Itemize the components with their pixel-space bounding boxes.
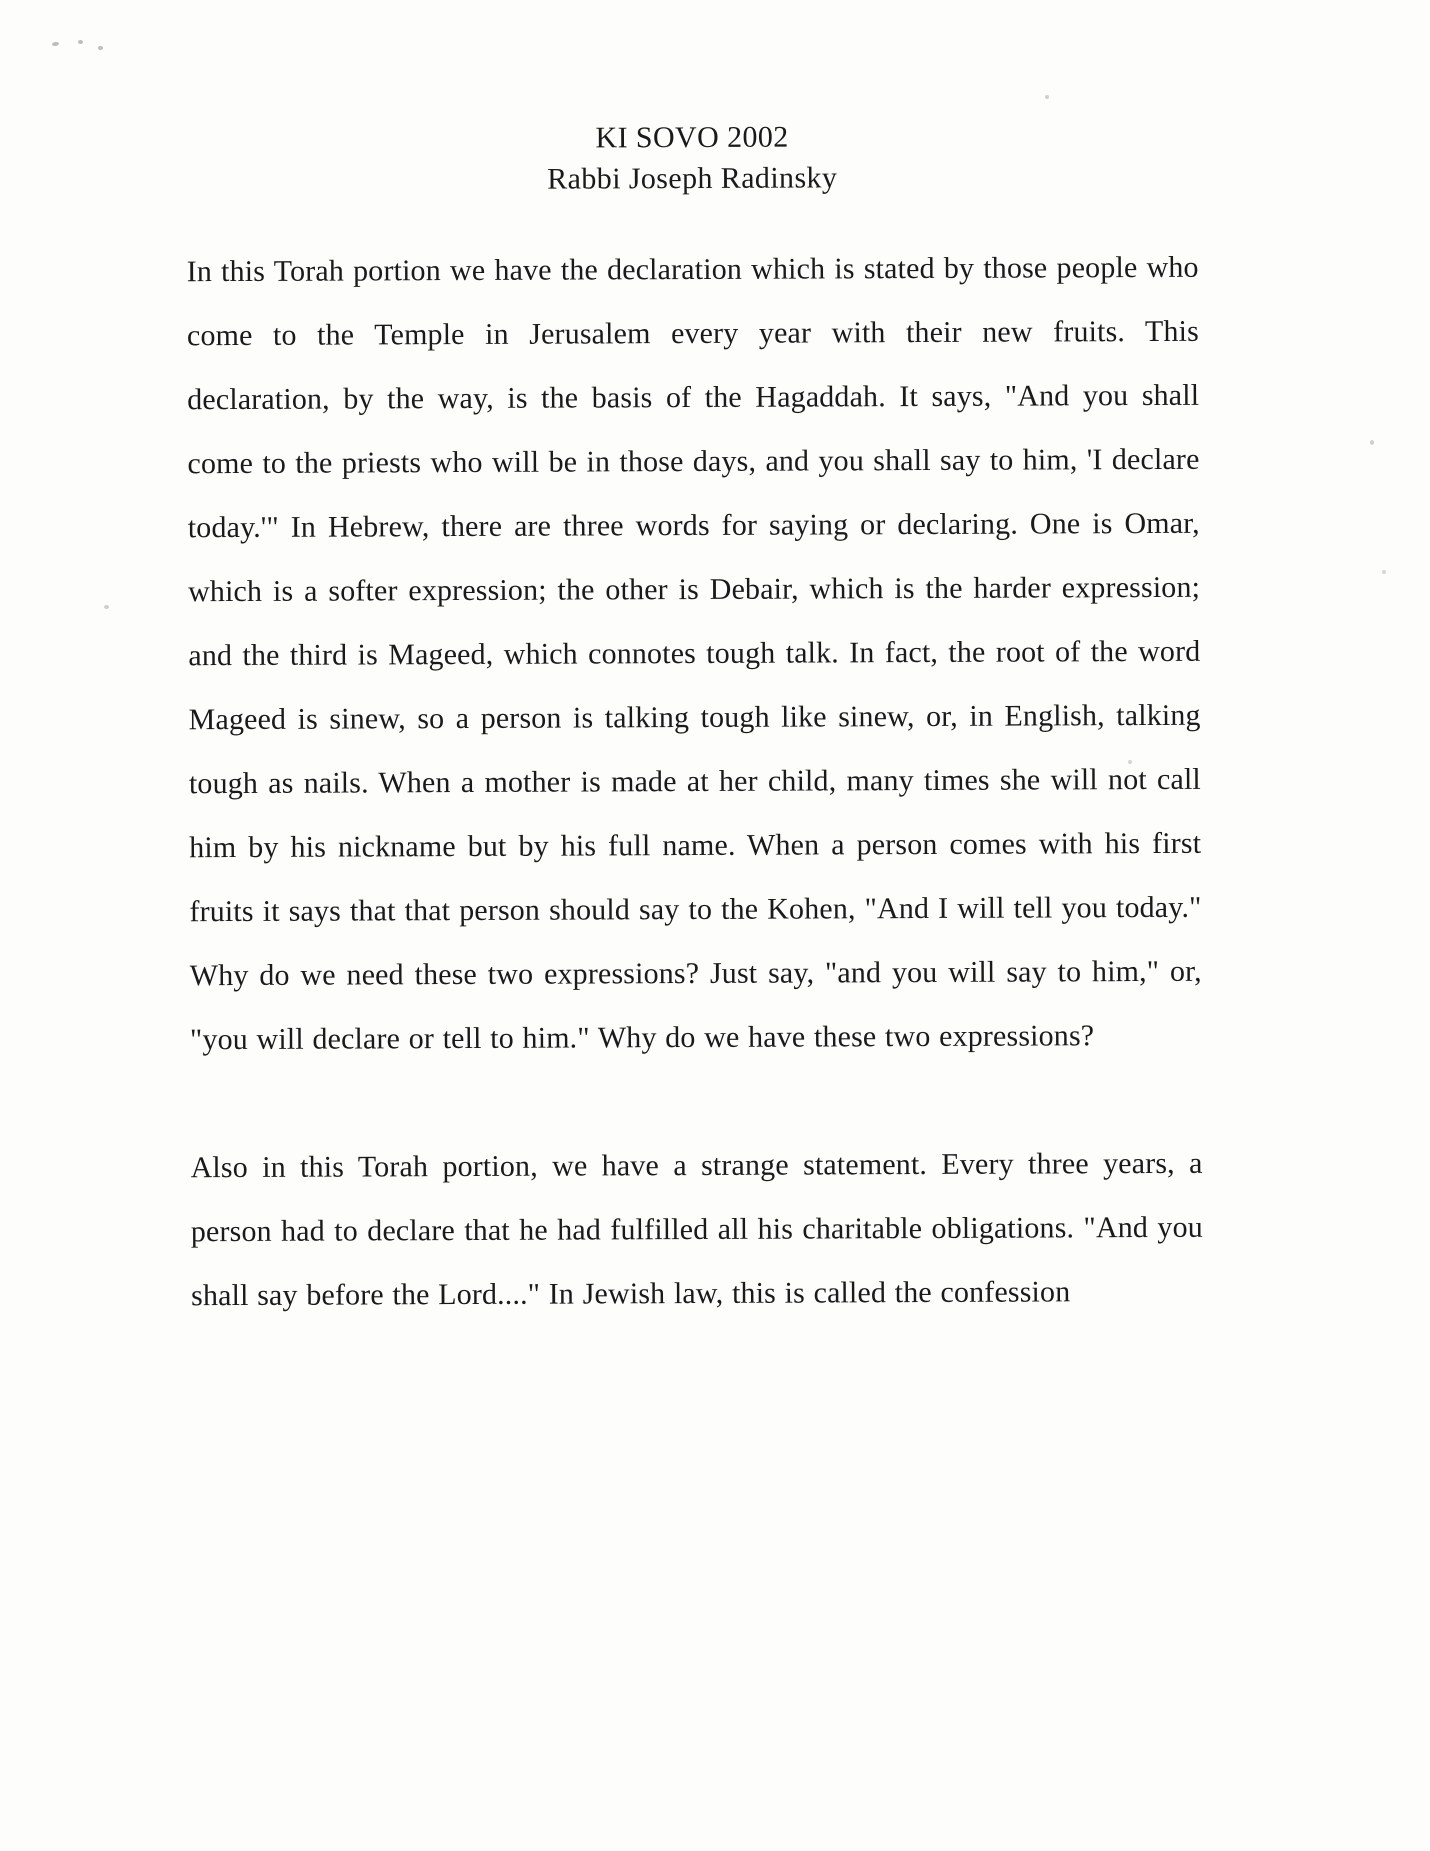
scan-speck-icon (1370, 440, 1374, 445)
paragraph: In this Torah portion we have the declaration which is stated by those people who come to the Temple in Jerusalem every year with their new fruits. This declaration, by the way, is the basis of the Hagaddah. It says, "And you shall come to the priests who will be in those days, and you shall say to him, 'I declare today.'" In Hebrew, there are three words for saying or declaring. One is Omar, which is a softer expression; the other is Debair, which is the harder expression; and the third is Mageed, which connotes tough talk. In fact, the root of the word Mageed is sinew, so a person is talking tough like sinew, or, in English, talking tough as nails. When a mother is made at her child, many times she will not call him by his nickname but by his full name. When a person comes with his first fruits it says that that person should say to the Kohen, "And I will tell you today." Why do we need these two expressions? Just say, "and you will say to him," or, "you will declare or tell to him." Why do we have these two expressions? (186, 250, 1202, 1056)
document-text (187, 235, 1204, 1327)
scan-speck-icon (78, 40, 83, 44)
scan-speck-icon (98, 46, 103, 50)
scan-speck-icon (104, 605, 109, 609)
author-name: Rabbi Joseph Radinsky (547, 161, 838, 196)
page-title: KI SOVO 2002 (595, 120, 789, 155)
scan-speck-icon (1045, 95, 1049, 99)
scan-speck-icon (1382, 570, 1386, 574)
scan-speck-icon (52, 42, 59, 47)
document-body (186, 116, 1203, 1328)
document-heading (186, 116, 1198, 202)
paragraph: Also in this Torah portion, we have a strange statement. Every three years, a person had to declare that he had fulfilled all his charitable obligations. "And you shall say before the Lord...." In Jewish law, this is called the confession (190, 1146, 1203, 1312)
